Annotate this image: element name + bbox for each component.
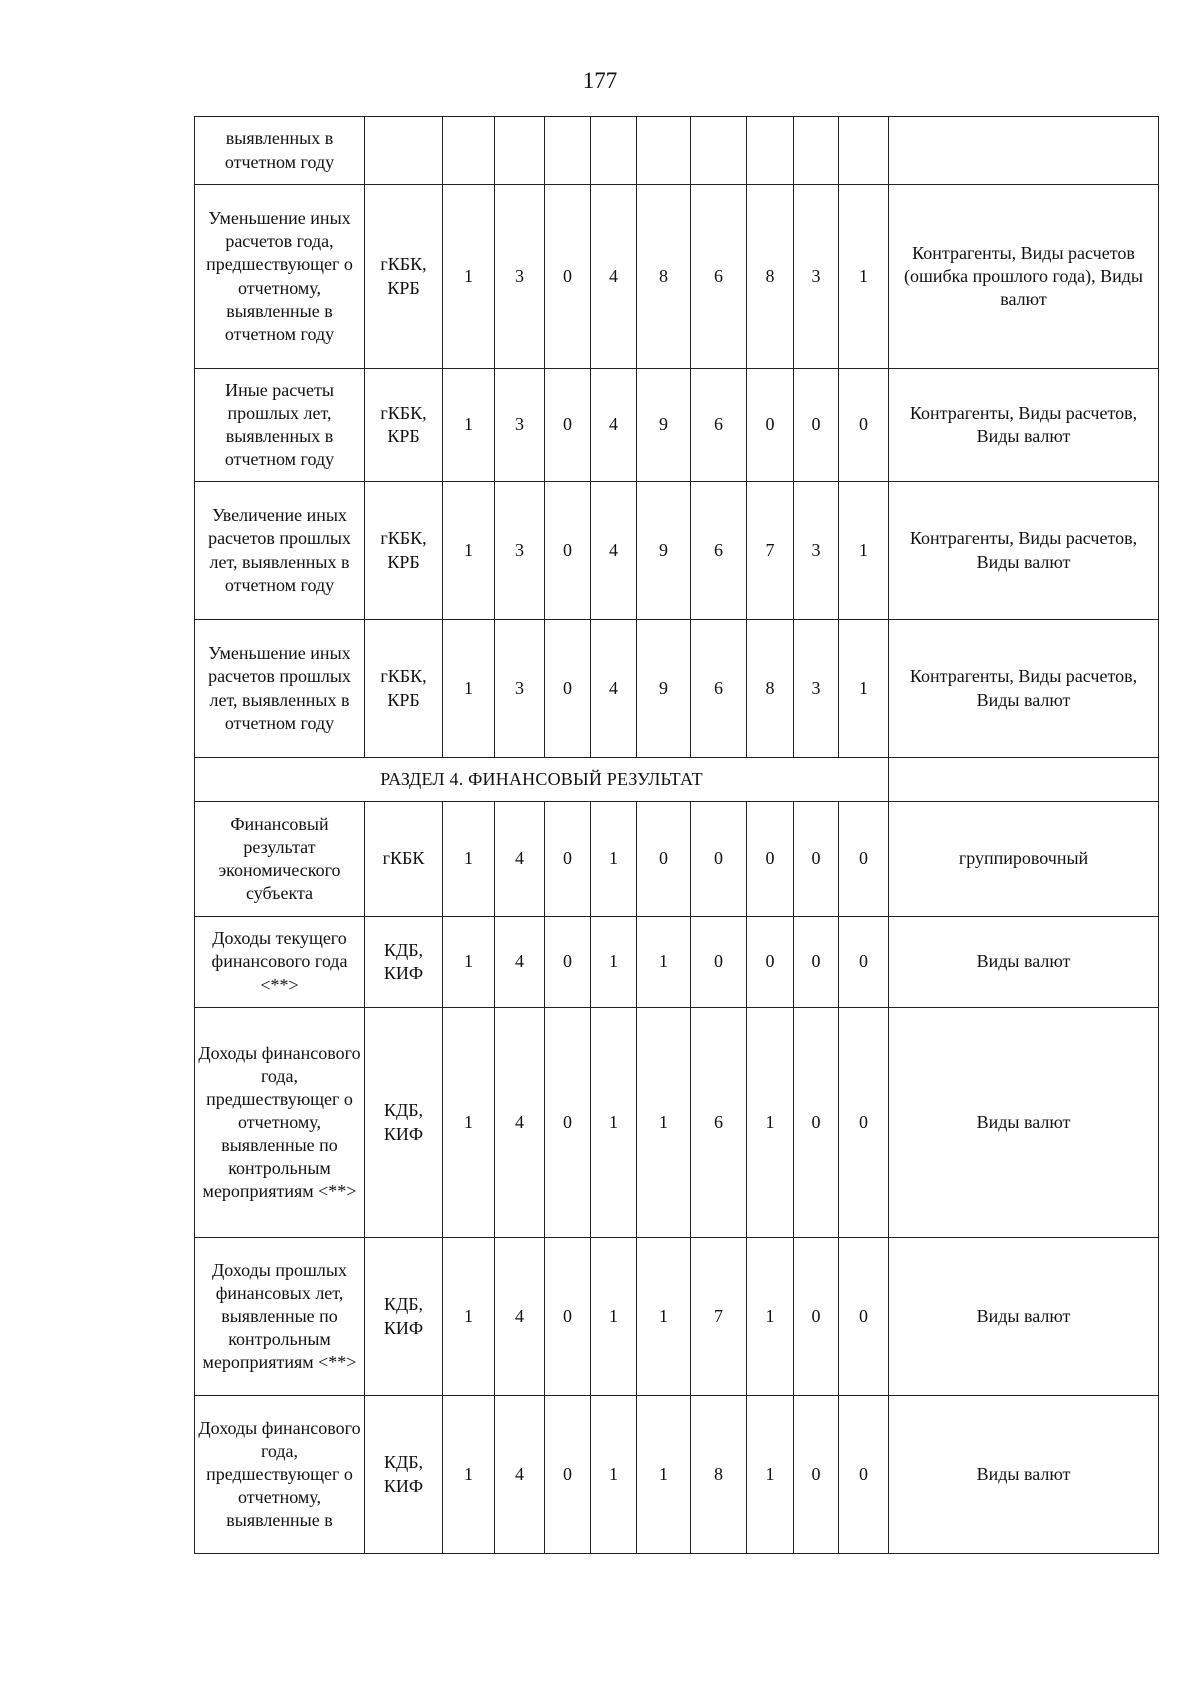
analytics-cell: Виды валют [889,1008,1159,1238]
account-code-digit-1 [443,117,495,185]
table-row [195,185,1159,369]
account-code-digit-5: 0 [637,802,691,917]
account-code-digit-1: 1 [443,482,495,620]
section-header-row [195,758,1159,802]
account-code-digit-3: 0 [545,620,591,758]
account-code-digit-1: 1 [443,369,495,482]
account-name-cell: Иные расчеты прошлых лет, выявленных в отчетном году [195,369,365,482]
account-code-digit-1: 1 [443,185,495,369]
account-code-digit-6: 6 [691,482,747,620]
account-code-digit-2: 3 [495,620,545,758]
account-name-cell: Уменьшение иных расчетов прошлых лет, выявленных в отчетном году [195,620,365,758]
account-type-cell: гКБК, КРБ [365,369,443,482]
account-code-digit-8: 0 [794,1008,839,1238]
account-type-cell: гКБК, КРБ [365,185,443,369]
account-code-digit-1: 1 [443,1396,495,1554]
account-name-cell: Доходы текущего финансового года <**> [195,917,365,1008]
account-code-digit-5: 9 [637,482,691,620]
analytics-cell: Контрагенты, Виды расчетов, Виды валют [889,369,1159,482]
account-code-digit-3: 0 [545,482,591,620]
account-code-digit-9: 0 [839,369,889,482]
account-code-digit-2: 4 [495,1238,545,1396]
account-code-digit-9 [839,117,889,185]
table-row [195,117,1159,185]
account-code-digit-9: 0 [839,1396,889,1554]
account-code-digit-9: 0 [839,1238,889,1396]
account-code-digit-3: 0 [545,1396,591,1554]
table-body-top [195,117,1159,758]
account-type-cell: КДБ, КИФ [365,1396,443,1554]
account-code-digit-3: 0 [545,802,591,917]
table-row [195,917,1159,1008]
account-code-digit-5: 9 [637,620,691,758]
table-row [195,482,1159,620]
account-code-digit-9: 1 [839,185,889,369]
account-code-digit-4: 1 [591,1396,637,1554]
account-code-digit-8: 3 [794,620,839,758]
account-code-digit-7: 8 [747,185,794,369]
account-code-digit-8: 0 [794,1396,839,1554]
account-name-cell: Доходы финансового года, предшествующег о отчетному, выявленные в [195,1396,365,1554]
account-type-cell: КДБ, КИФ [365,1238,443,1396]
account-code-digit-8 [794,117,839,185]
analytics-cell: Контрагенты, Виды расчетов (ошибка прошлого года), Виды валют [889,185,1159,369]
account-code-digit-8: 3 [794,482,839,620]
account-code-digit-3: 0 [545,1238,591,1396]
table-row [195,620,1159,758]
account-code-digit-7: 0 [747,917,794,1008]
account-code-digit-5: 1 [637,1396,691,1554]
account-code-digit-7: 1 [747,1008,794,1238]
account-code-digit-6: 8 [691,1396,747,1554]
account-code-digit-5: 1 [637,1238,691,1396]
table-row [195,802,1159,917]
account-code-digit-2: 3 [495,369,545,482]
account-code-digit-6: 7 [691,1238,747,1396]
account-code-digit-8: 3 [794,185,839,369]
account-code-digit-7: 7 [747,482,794,620]
account-code-digit-9: 0 [839,1008,889,1238]
account-code-digit-6: 6 [691,185,747,369]
account-code-digit-6: 6 [691,369,747,482]
account-code-digit-9: 0 [839,802,889,917]
account-name-cell: Уменьшение иных расчетов года, предшествующег о отчетному, выявленные в отчетном году [195,185,365,369]
account-code-digit-2: 3 [495,482,545,620]
account-code-digit-1: 1 [443,917,495,1008]
account-code-digit-4: 4 [591,185,637,369]
account-code-digit-6: 0 [691,802,747,917]
account-code-digit-8: 0 [794,917,839,1008]
account-code-digit-2 [495,117,545,185]
account-code-digit-2: 3 [495,185,545,369]
account-code-digit-3: 0 [545,917,591,1008]
account-code-digit-2: 4 [495,1008,545,1238]
account-code-digit-2: 4 [495,917,545,1008]
account-code-digit-4: 1 [591,802,637,917]
account-code-digit-9: 1 [839,482,889,620]
account-name-cell: Финансовый результат экономического субъекта [195,802,365,917]
account-code-digit-5: 1 [637,917,691,1008]
account-code-digit-6: 0 [691,917,747,1008]
account-code-digit-6: 6 [691,620,747,758]
account-name-cell: Доходы финансового года, предшествующег о отчетному, выявленные по контрольным мероприятиям <**> [195,1008,365,1238]
account-name-cell: Доходы прошлых финансовых лет, выявленные по контрольным мероприятиям <**> [195,1238,365,1396]
account-code-digit-8: 0 [794,1238,839,1396]
account-code-digit-8: 0 [794,369,839,482]
account-code-digit-4: 1 [591,917,637,1008]
account-code-digit-9: 0 [839,917,889,1008]
account-code-digit-4: 1 [591,1238,637,1396]
account-code-digit-7 [747,117,794,185]
account-code-digit-5 [637,117,691,185]
table-row [195,1238,1159,1396]
account-code-digit-4: 4 [591,369,637,482]
account-code-digit-7: 8 [747,620,794,758]
account-type-cell: гКБК, КРБ [365,482,443,620]
page-number: 177 [582,68,618,93]
account-type-cell: КДБ, КИФ [365,917,443,1008]
account-code-digit-1: 1 [443,1238,495,1396]
account-code-digit-7: 1 [747,1396,794,1554]
account-name-cell: выявленных в отчетном году [195,117,365,185]
account-type-cell: КДБ, КИФ [365,1008,443,1238]
account-code-digit-5: 8 [637,185,691,369]
table-row [195,369,1159,482]
table-row [195,1008,1159,1238]
analytics-cell [889,117,1159,185]
account-code-digit-7: 1 [747,1238,794,1396]
account-code-digit-1: 1 [443,802,495,917]
section-row-group [195,758,1159,802]
analytics-cell: Виды валют [889,1396,1159,1554]
table-row [195,1396,1159,1554]
analytics-cell: Контрагенты, Виды расчетов, Виды валют [889,620,1159,758]
account-code-digit-4: 4 [591,620,637,758]
account-code-digit-6 [691,117,747,185]
analytics-cell: Контрагенты, Виды расчетов, Виды валют [889,482,1159,620]
chart-of-accounts-table [194,116,1159,1554]
account-code-digit-3: 0 [545,185,591,369]
account-code-digit-3: 0 [545,1008,591,1238]
section-analytics-cell [889,758,1159,802]
account-code-digit-9: 1 [839,620,889,758]
table-body-bottom [195,802,1159,1554]
account-type-cell: гКБК, КРБ [365,620,443,758]
account-code-digit-8: 0 [794,802,839,917]
account-code-digit-2: 4 [495,802,545,917]
analytics-cell: Виды валют [889,1238,1159,1396]
analytics-cell: Виды валют [889,917,1159,1008]
account-code-digit-5: 9 [637,369,691,482]
account-code-digit-2: 4 [495,1396,545,1554]
account-code-digit-4: 4 [591,482,637,620]
account-code-digit-3 [545,117,591,185]
account-code-digit-7: 0 [747,369,794,482]
analytics-cell: группировочный [889,802,1159,917]
account-code-digit-5: 1 [637,1008,691,1238]
account-code-digit-7: 0 [747,802,794,917]
account-code-digit-1: 1 [443,1008,495,1238]
account-name-cell: Увеличение иных расчетов прошлых лет, выявленных в отчетном году [195,482,365,620]
account-code-digit-4: 1 [591,1008,637,1238]
account-type-cell: гКБК [365,802,443,917]
account-code-digit-1: 1 [443,620,495,758]
account-type-cell [365,117,443,185]
account-code-digit-4 [591,117,637,185]
account-code-digit-3: 0 [545,369,591,482]
section-title: РАЗДЕЛ 4. ФИНАНСОВЫЙ РЕЗУЛЬТАТ [195,758,889,802]
account-code-digit-6: 6 [691,1008,747,1238]
